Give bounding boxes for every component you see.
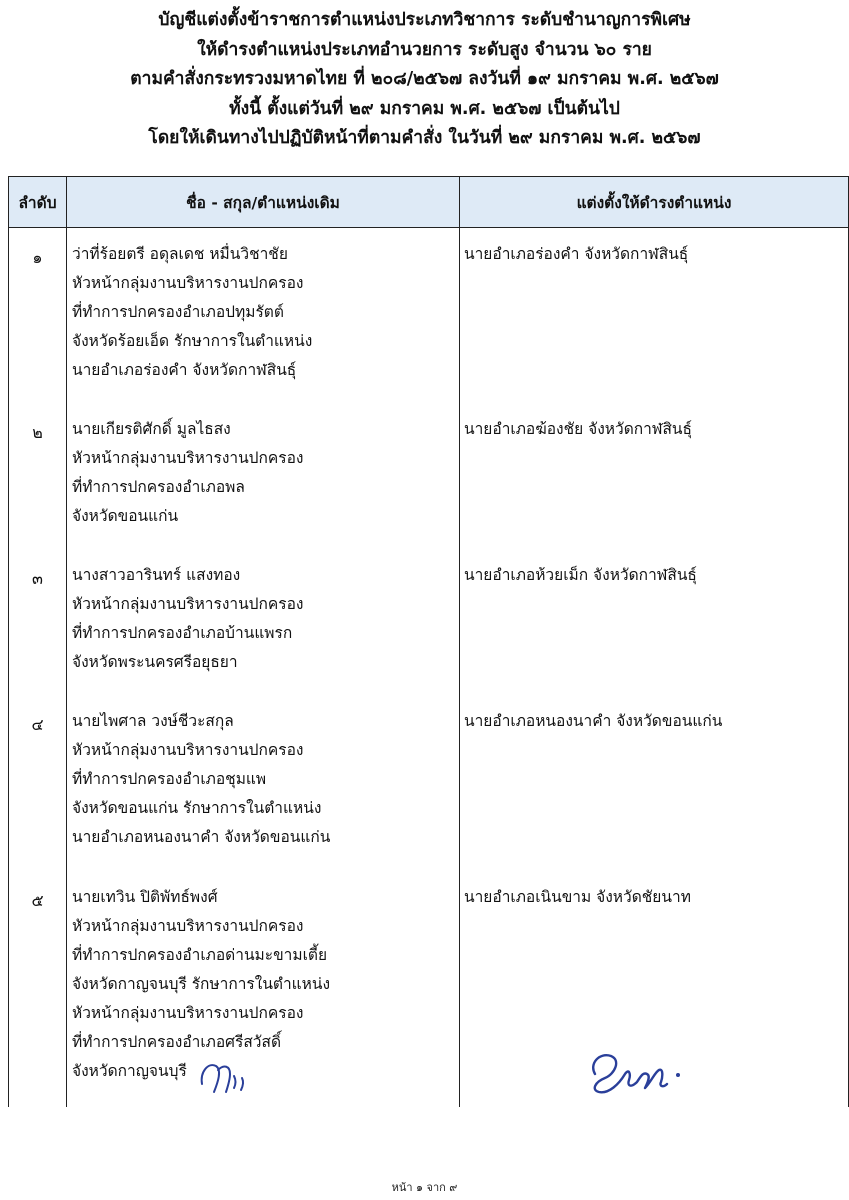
person-name: นายเกียรติศักดิ์ มูลไธสง <box>72 420 231 438</box>
former-position-line: จังหวัดขอนแก่น <box>72 507 179 525</box>
header-line-1: บัญชีแต่งตั้งข้าราชการตำแหน่งประเภทวิชาการ ระดับชำนาญการพิเศษ <box>158 10 691 30</box>
former-position-line: หัวหน้ากลุ่มงานบริหารงานปกครอง <box>72 449 304 467</box>
table-header-row <box>9 177 849 228</box>
row-number: ๔ <box>31 715 44 734</box>
header-line-2: ให้ดำรงตำแหน่งประเภทอำนวยการ ระดับสูง จำนวน ๖๐ ราย <box>197 39 652 60</box>
table-row <box>9 228 849 404</box>
former-position-line: หัวหน้ากลุ่มงานบริหารงานปกครอง <box>72 917 304 935</box>
row-number: ๑ <box>32 248 43 267</box>
person-name: ว่าที่ร้อยตรี อดุลเดช หมื่นวิชาชัย <box>72 245 288 263</box>
former-position-line: จังหวัดร้อยเอ็ด รักษาการในตำแหน่ง <box>72 332 313 350</box>
appointment-cell <box>460 549 849 695</box>
former-position-line: นายอำเภอหนองนาคำ จังหวัดขอนแก่น <box>72 828 331 846</box>
page-footer: หน้า ๑ จาก ๙ <box>391 1181 458 1194</box>
former-position-line: จังหวัดกาญจนบุรี รักษาการในตำแหน่ง <box>72 975 331 993</box>
signature-initials-left <box>196 1050 260 1096</box>
row-number: ๓ <box>32 569 43 588</box>
appointment-position: นายอำเภอฆ้องชัย จังหวัดกาฬสินธุ์ <box>464 420 692 438</box>
appointment-position: นายอำเภอหนองนาคำ จังหวัดขอนแก่น <box>464 712 723 730</box>
former-position-line: จังหวัดกาญจนบุรี <box>72 1062 187 1080</box>
table-row <box>9 871 849 1107</box>
row-number-cell <box>9 549 67 695</box>
name-cell <box>67 871 460 1107</box>
person-name: นางสาวอารินทร์ แสงทอง <box>72 566 241 584</box>
appointment-position: นายอำเภอห้วยเม็ก จังหวัดกาฬสินธุ์ <box>464 566 697 584</box>
former-position-line: หัวหน้ากลุ่มงานบริหารงานปกครอง <box>72 741 304 759</box>
header-line-4: ทั้งนี้ ตั้งแต่วันที่ ๒๙ มกราคม พ.ศ. ๒๕๖๗ เป็นต้นไป <box>229 98 620 119</box>
table-row <box>9 403 849 549</box>
person-name: นายเทวิน ปิติพัทธ์พงศ์ <box>72 888 218 906</box>
column-header-name: ชื่อ - สกุล/ตำแหน่งเดิม <box>67 177 460 228</box>
former-position-line: ที่ทำการปกครองอำเภอชุมแพ <box>72 770 267 788</box>
former-position-line: ที่ทำการปกครองอำเภอศรีสวัสดิ์ <box>72 1033 282 1051</box>
former-position-line: นายอำเภอร่องคำ จังหวัดกาฬสินธุ์ <box>72 361 297 379</box>
document-header <box>0 6 849 154</box>
row-number: ๕ <box>31 891 44 910</box>
name-cell <box>67 403 460 549</box>
former-position-line: หัวหน้ากลุ่มงานบริหารงานปกครอง <box>72 595 304 613</box>
former-position-line: ที่ทำการปกครองอำเภอปทุมรัตต์ <box>72 303 284 321</box>
appointment-position: นายอำเภอร่องคำ จังหวัดกาฬสินธุ์ <box>464 245 689 263</box>
name-cell <box>67 549 460 695</box>
column-header-order: ลำดับ <box>9 177 67 228</box>
header-line-5: โดยให้เดินทางไปปฏิบัติหน้าที่ตามคำสั่ง ในวันที่ ๒๙ มกราคม พ.ศ. ๒๕๖๗ <box>148 128 701 148</box>
table-row <box>9 695 849 871</box>
person-name: นายไพศาล วงษ์ชีวะสกุล <box>72 712 234 730</box>
row-number-cell <box>9 228 67 404</box>
header-line-3: ตามคำสั่งกระทรวงมหาดไทย ที่ ๒๐๘/๒๕๖๗ ลงวันที่ ๑๙ มกราคม พ.ศ. ๒๕๖๗ <box>130 69 719 89</box>
appointment-position: นายอำเภอเนินขาม จังหวัดชัยนาท <box>464 888 691 906</box>
column-header-appointment: แต่งตั้งให้ดำรงตำแหน่ง <box>460 177 849 228</box>
signature-right <box>585 1044 685 1100</box>
row-number-cell <box>9 871 67 1107</box>
former-position-line: ที่ทำการปกครองอำเภอด่านมะขามเตี้ย <box>72 946 328 964</box>
former-position-line: ที่ทำการปกครองอำเภอบ้านแพรก <box>72 624 293 642</box>
appointment-table <box>8 176 849 1107</box>
appointment-cell <box>460 695 849 871</box>
former-position-line: จังหวัดขอนแก่น รักษาการในตำแหน่ง <box>72 799 322 817</box>
former-position-line: หัวหน้ากลุ่มงานบริหารงานปกครอง <box>72 274 304 292</box>
former-position-line: จังหวัดพระนครศรีอยุธยา <box>72 653 238 671</box>
appointment-cell <box>460 228 849 404</box>
appointment-cell <box>460 403 849 549</box>
former-position-line: ที่ทำการปกครองอำเภอพล <box>72 478 245 496</box>
row-number-cell <box>9 695 67 871</box>
row-number-cell <box>9 403 67 549</box>
table-row <box>9 549 849 695</box>
name-cell <box>67 228 460 404</box>
row-number: ๒ <box>32 423 43 442</box>
former-position-line: หัวหน้ากลุ่มงานบริหารงานปกครอง <box>72 1004 304 1022</box>
name-cell <box>67 695 460 871</box>
